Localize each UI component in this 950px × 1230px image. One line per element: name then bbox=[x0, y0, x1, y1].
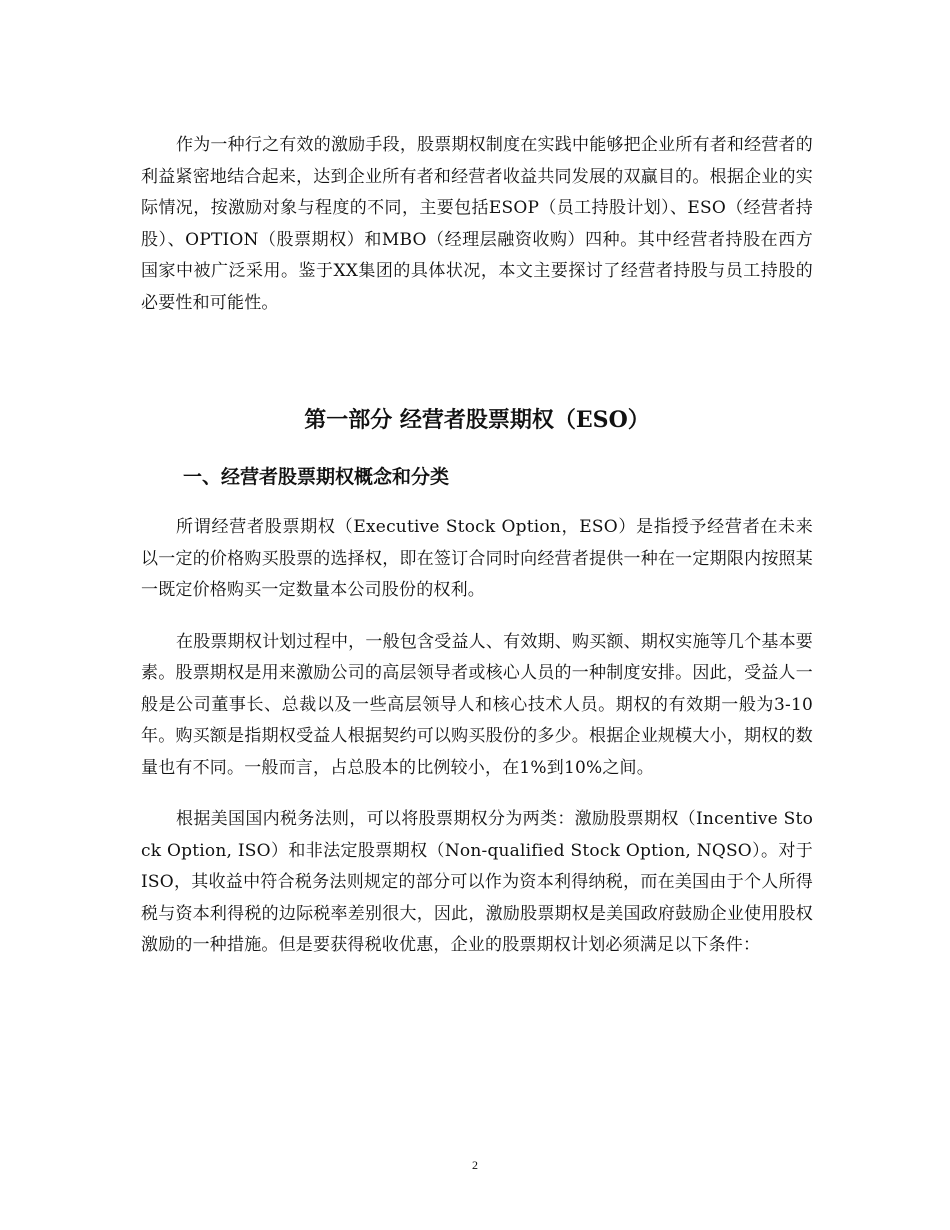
body-paragraph-classification: 根据美国国内税务法则，可以将股票期权分为两类：激励股票期权（Incentive Stock Option, ISO）和非法定股票期权（Non-qualified Stock Option, NQSO）。对于ISO，其收益中符合税务法则规定的部分可以作为资本利得纳税，而在美国由于个人所得税与资本利得税的边际税率差别很大，因此，激励股票期权是美国政府鼓励企业使用股权激励的一种措施。但是要获得税收优惠，企业的股票期权计划必须满足以下条件： bbox=[141, 809, 813, 955]
body-paragraph-definition: 所谓经营者股票期权（Executive Stock Option，ESO）是指授予经营者在未来以一定的价格购买股票的选择权，即在签订合同时向经营者提供一种在一定期限内按照某一既定价格购买一定数量本公司股份的权利。 bbox=[141, 517, 813, 600]
part-title: 第一部分 经营者股票期权（ESO） bbox=[304, 407, 650, 433]
intro-paragraph: 作为一种行之有效的激励手段，股票期权制度在实践中能够把企业所有者和经营者的利益紧密地结合起来，达到企业所有者和经营者收益共同发展的双赢目的。根据企业的实际情况，按激励对象与程度的不同，主要包括ESOP（员工持股计划）、ESO（经营者持股）、OPTION（股票期权）和MBO（经理层融资收购）四种。其中经营者持股在西方国家中被广泛采用。鉴于XX集团的具体状况，本文主要探讨了经营者持股与员工持股的必要性和可能性。 bbox=[141, 135, 813, 313]
page-number: 2 bbox=[472, 1158, 478, 1172]
page-content bbox=[141, 130, 813, 962]
body-paragraph-elements: 在股票期权计划过程中，一般包含受益人、有效期、购买额、期权实施等几个基本要素。股票期权是用来激励公司的高层领导者或核心人员的一种制度安排。因此，受益人一般是公司董事长、总裁以及一些高层领导人和核心技术人员。期权的有效期一般为3-10年。购买额是指期权受益人根据契约可以购买股份的多少。根据企业规模大小，期权的数量也有不同。一般而言，占总股本的比例较小，在1%到10%之间。 bbox=[141, 631, 813, 778]
section-title: 一、经营者股票期权概念和分类 bbox=[183, 466, 450, 488]
